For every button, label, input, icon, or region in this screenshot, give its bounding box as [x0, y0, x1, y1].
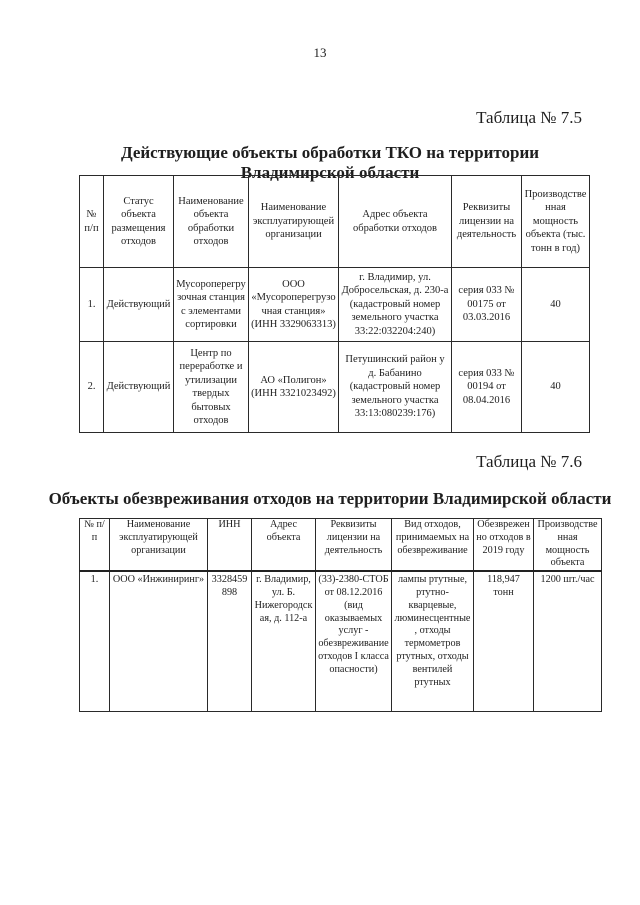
column-header: Наименование объекта обработки отходов [174, 176, 249, 268]
table-cell: ООО «Инжиниринг» [110, 571, 208, 711]
table-7-6-title: Объекты обезвреживания отходов на территории Владимирской области [48, 489, 612, 508]
column-header: ИНН [208, 519, 252, 572]
table-row [80, 268, 590, 342]
table-7-5-title: Действующие объекты обработки ТКО на территории Владимирской области [120, 143, 540, 182]
column-header: Статус объекта размещения отходов [104, 176, 174, 268]
table-cell: 1. [80, 571, 110, 711]
table-cell: 40 [522, 268, 590, 342]
table-cell: 118,947 тонн [474, 571, 534, 711]
column-header: Наименование эксплуатирующей организации [249, 176, 339, 268]
column-header: № п/п [80, 519, 110, 572]
column-header: Адрес объекта [252, 519, 316, 572]
table-cell: г. Владимир, ул. Добросельская, д. 230-а (кадастровый номер земельного участка 33:22:032204:240) [339, 268, 452, 342]
column-header: Адрес объекта обработки отходов [339, 176, 452, 268]
table-cell: Действующий [104, 268, 174, 342]
column-header: Реквизиты лицензии на деятельность [452, 176, 522, 268]
table-cell: 1200 шт./час [534, 571, 602, 711]
table-cell: лампы ртутные, ртутно-кварцевые, люминесцентные, отходы термометров ртутных, отходы вентилей ртутных [392, 571, 474, 711]
table-7-6-caption: Таблица № 7.6 [476, 452, 582, 471]
table-cell: Центр по переработке и утилизации твердых бытовых отходов [174, 342, 249, 433]
table-7-5 [79, 175, 590, 433]
column-header: Реквизиты лицензии на деятельность [316, 519, 392, 572]
table-cell: (33)-2380-СТОБ от 08.12.2016 (вид оказываемых услуг - обезвреживание отходов I класса опасности) [316, 571, 392, 711]
column-header: Обезвреженно отходов в 2019 году [474, 519, 534, 572]
table-cell: серия 033 № 00194 от 08.04.2016 [452, 342, 522, 433]
table-cell: 2. [80, 342, 104, 433]
table-cell: Петушинский район у д. Бабанино (кадастровый номер земельного участка 33:13:080239:176) [339, 342, 452, 433]
table-cell: АО «Полигон» (ИНН 3321023492) [249, 342, 339, 433]
table-row [80, 342, 590, 433]
table-7-6 [79, 518, 602, 712]
table-cell: 3328459898 [208, 571, 252, 711]
column-header: Производственная мощность объекта [534, 519, 602, 572]
column-header: Вид отходов, принимаемых на обезвреживание [392, 519, 474, 572]
column-header: № п/п [80, 176, 104, 268]
table-7-5-caption: Таблица № 7.5 [476, 108, 582, 127]
table-cell: серия 033 № 00175 от 03.03.2016 [452, 268, 522, 342]
table-7-5-header-row [80, 176, 590, 268]
table-cell: 1. [80, 268, 104, 342]
table-row [80, 571, 602, 711]
page-number: 13 [313, 45, 327, 60]
column-header: Наименование эксплуатирующей организации [110, 519, 208, 572]
table-cell: г. Владимир, ул. Б. Нижегородская, д. 112-а [252, 571, 316, 711]
table-cell: Мусороперегрузочная станция с элементами сортировки [174, 268, 249, 342]
table-cell: Действующий [104, 342, 174, 433]
table-7-6-header-row [80, 519, 602, 572]
table-cell: ООО «Мусороперегрузочная станция» (ИНН 3329063313) [249, 268, 339, 342]
column-header: Производственная мощность объекта (тыс. тонн в год) [522, 176, 590, 268]
table-cell: 40 [522, 342, 590, 433]
